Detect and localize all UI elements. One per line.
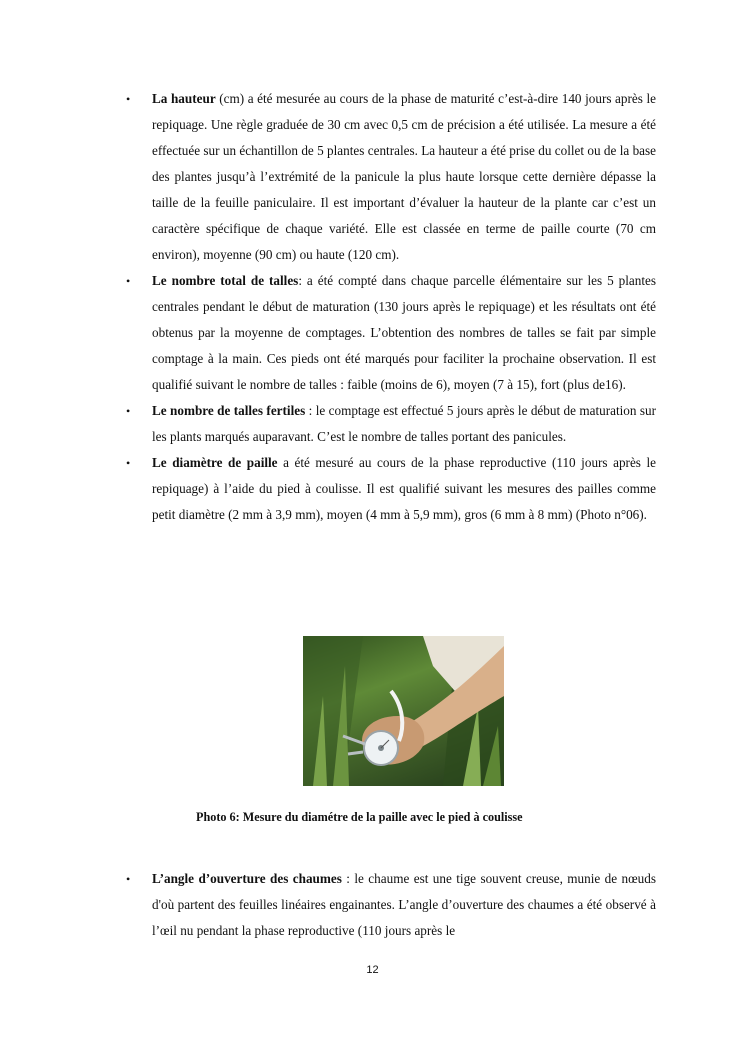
list-item-talles-fertiles xyxy=(126,398,656,450)
item-text: : le comptage est effectué 5 jours après le début de maturation sur les plants marqués auparavant. C’est le nombre de talles portant des panicules. xyxy=(152,403,657,444)
bullet-list xyxy=(126,86,656,528)
bullet-icon: • xyxy=(126,404,131,418)
list-item-angle-chaumes xyxy=(126,866,656,944)
list-item-nombre-talles xyxy=(126,268,656,398)
bullet-icon: • xyxy=(126,872,131,886)
photo-caption: Photo 6: Mesure du diamétre de la paille avec le pied à coulisse xyxy=(196,810,523,824)
item-text: : a été compté dans chaque parcelle élémentaire sur les 5 plantes centrales pendant le début de maturation (130 jours après le repiquage) et les résultats ont été obtenus par la moyenne de comptages. L’obtention des nombres de talles se fait par simple comptage à la main. Ces pieds ont été marqués pour faciliter la prochaine observation. Il est qualifié suivant le nombre de talles : faible (moins de 6), moyen (7 à 15), fort (plus de16). xyxy=(152,273,656,392)
item-term: Le nombre total de talles xyxy=(152,273,299,288)
photo-caliper-measurement xyxy=(303,636,504,786)
item-text: (cm) a été mesurée au cours de la phase de maturité c’est-à-dire 140 jours après le repiquage. Une règle graduée de 30 cm avec 0,5 cm de précision a été utilisée. La mesure a été effectuée sur un échantillon de 5 plantes centrales. La hauteur a été prise du collet ou de la base des plantes jusqu’à l’extrémité de la panicule la plus haute lorsque cette dernière dépasse la taille de la feuille paniculaire. Il est important d’évaluer la hauteur de la plante car c’est un caractère spécifique de chaque variété. Elle est classée en terme de paille courte (70 cm environ), moyenne (90 cm) ou haute (120 cm). xyxy=(152,91,656,262)
list-item-hauteur xyxy=(126,86,656,268)
item-text: a été mesuré au cours de la phase reproductive (110 jours après le repiquage) à l’aide du pied à coulisse. Il est qualifié suivant les mesures des pailles comme petit diamètre (2 mm à 3,9 mm), moyen (4 mm à 5,9 mm), gros (6 mm à 8 mm) (Photo n°06). xyxy=(152,455,656,522)
photo-illustration xyxy=(303,636,504,786)
item-term: La hauteur xyxy=(152,91,216,106)
item-term: Le diamètre de paille xyxy=(152,455,278,470)
bullet-list-continued xyxy=(126,866,656,944)
item-term: L’angle d’ouverture des chaumes xyxy=(152,871,342,886)
bullet-icon: • xyxy=(126,92,131,106)
page-number: 12 xyxy=(366,964,379,976)
bullet-icon: • xyxy=(126,274,131,288)
list-item-diametre-paille xyxy=(126,450,656,528)
item-term: Le nombre de talles fertiles xyxy=(152,403,306,418)
item-text: : le chaume est une tige souvent creuse, munie de nœuds d'où partent des feuilles linéaires engainantes. L’angle d’ouverture des chaumes a été observé à l’œil nu pendant la phase reproductive (110 jours après le xyxy=(152,871,656,938)
bullet-icon: • xyxy=(126,456,131,470)
